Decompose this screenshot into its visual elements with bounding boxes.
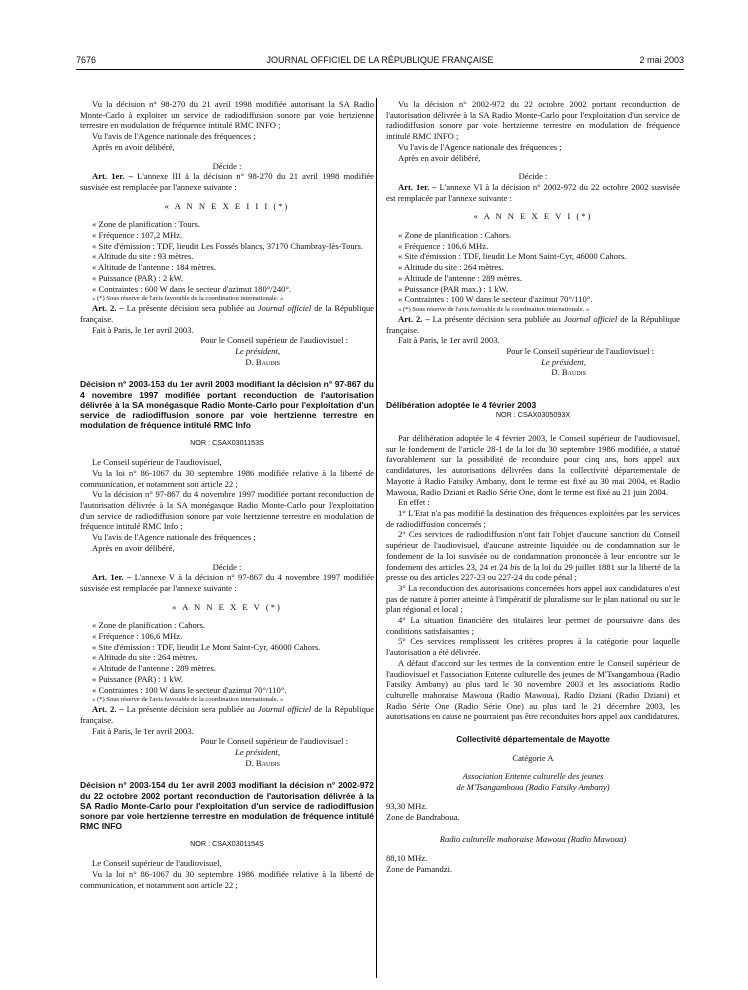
paragraph: Vu la loi n° 86-1067 du 30 septembre 1986 modifiée relative à la liberté de communication, et notamment son article 22 ;	[80, 868, 374, 890]
article-label: Art. 2. –	[92, 704, 124, 715]
annex-title: « A N N E X E I I I (*)	[164, 200, 290, 211]
annex-item: « Altitude du site : 264 mètres.	[398, 262, 504, 273]
decision-title: Décision n° 2003-154 du 1er avril 2003 modifiant la décision n° 2002-972 du 22 octobre 2002 portant reconduction de l'autorisation délivrée à la SA Radio Monte-Carlo pour l'exploitation d'un service de radiodiffusion sonore par voie hertzienne terrestre en modulation de fréquence intitulé RMC INFO	[80, 780, 374, 832]
article-label: Art. 1er. –	[398, 181, 437, 192]
annex-item: « Contraintes : 100 W dans le secteur d'azimut 70°/110°.	[398, 294, 593, 305]
article-text: de la République française.	[80, 704, 374, 725]
paragraph: Vu la décision n° 2002-972 du 22 octobre 2002 portant reconduction de l'autorisation délivrée à la SA Radio Monte-Carlo pour l'exploitation d'un service de radiodiffusion sonore par voie hertzienne terrestre en modulation de fréquence intitulé RMC INFO ;	[386, 99, 680, 142]
annex-item: « Puissance (PAR) : 1 kW.	[92, 673, 184, 684]
annex-title: « A N N E X E V I (*)	[473, 211, 593, 222]
annex-item: « Contraintes : 600 W dans le secteur d'azimut 180°/240°.	[92, 283, 292, 294]
left-column	[80, 99, 374, 890]
signatory-line: Pour le Conseil supérieur de l'audiovisuel :	[506, 346, 654, 357]
paragraph: Après en avoir délibéré,	[398, 152, 481, 163]
decision-title: Décision n° 2003-153 du 1er avril 2003 modifiant la décision n° 97-867 du 4 novembre 1997 modifiée portant reconduction de l'autorisation délivrée à la SA monégasque Radio Monte-Carlo pour l'exploitation d'un service de radiodiffusion sonore par voie hertzienne terrestre en modulation de fréquence intitulé RMC Info	[80, 379, 374, 431]
paragraph: En effet :	[398, 497, 430, 508]
annex-item: « Zone de planification : Tours.	[92, 219, 201, 230]
paragraph: Vu la décision n° 98-270 du 21 avril 1998 modifiée autorisant la SA Radio Monte-Carlo à exploiter un service de radiodiffusion sonore par voie hertzienne terrestre en modulation de fréquence intitulé RMC INFO ;	[80, 99, 374, 131]
signatory-title: Le président,	[235, 346, 280, 357]
article-label: Art. 2. –	[92, 303, 124, 314]
annex-item: « Site d'émission : TDF, lieudit Le Mont Saint-Cyr, 46000 Cahors.	[398, 251, 627, 262]
paragraph: A défaut d'accord sur les termes de la convention entre le Conseil supérieur de l'audiovisuel et l'association Entente culturelle des jeunes de M'Tsangamboua (Radio Fatsiky Ambany) au plus tard le 30 novembre 2003 et les associations Radio culturelle mahoraise Mawoua (Radio Mawoua), Radio Dziani (Radio Dziani) et Radio Série One (Radio Série One) au plus tard le 21 décembre 2003, les autorisations en cause ne pourraient pas être reconduites hors appel aux candidatures.	[386, 657, 680, 722]
signatory-title: Le président,	[235, 747, 280, 758]
paragraph: Vu la décision n° 97-867 du 4 novembre 1997 modifiée portant reconduction de l'autorisation délivrée à la SA monégasque Radio Monte-Carlo pour l'exploitation d'un service de radiodiffusion sonore par voie hertzienne terrestre en modulation de fréquence intitulé RMC Info ;	[80, 489, 374, 532]
paragraph: Le Conseil supérieur de l'audiovisuel,	[92, 457, 222, 468]
decision-block-2003-153	[80, 379, 374, 768]
paragraph: Après en avoir délibéré,	[92, 542, 175, 553]
page-header	[76, 55, 684, 70]
page-number: 7676	[76, 55, 97, 65]
annex-note: « (*) Sous réserve de l'avis favorable de la coordination internationale. »	[92, 295, 284, 303]
paragraph: Vu l'avis de l'Agence nationale des fréquences ;	[398, 141, 562, 152]
paragraph: Par délibération adoptée le 4 février 2003, le Conseil supérieur de l'audiovisuel, sur le fondement de l'article 28-1 de la loi du 30 septembre 1986 modifiée, a statué favorablement sur la possibilité de reconduire pour cinq ans, hors appel aux candidatures, les autorisations délivrées dans la collectivité départementale de Mayotte à Radio Fatsiky Ambany, dont le terme est fixé au 30 mai 2004, et Radio Mawoua, Radio Dziani et Radio Série One, dont le terme est fixé au 21 juin 2004.	[386, 433, 680, 497]
mayotte-block	[386, 734, 680, 874]
signatory-name: D. Baudis	[551, 367, 586, 378]
annex-list	[386, 230, 680, 305]
article-text: L'annexe V à la décision n° 97-867 du 4 novembre 1997 modifiée susvisée est remplacée par l'annexe suivante :	[80, 572, 374, 593]
right-column	[386, 99, 680, 874]
article-2	[386, 314, 680, 335]
annex-item: « Altitude du site : 93 mètres.	[92, 251, 194, 262]
annex-item: « Contraintes : 100 W dans le secteur d'azimut 70°/110°.	[92, 684, 287, 695]
criterion-5: 5° Ces services remplissent les critères propres à la catégorie pour laquelle l'autorisation a été délivrée.	[386, 636, 680, 658]
annex-item: « Fréquence : 107,2 MHz.	[92, 230, 183, 241]
decision-block-rmc-tours	[80, 99, 374, 367]
nor-reference: NOR : CSAX0301154S	[190, 839, 264, 849]
association-name: Association Entente culturelle des jeunes	[462, 771, 604, 782]
article-text: La présente décision sera publiée au	[126, 704, 255, 715]
criterion-4: 4° La situation financière des titulaires leur permet de poursuivre dans des conditions satisfaisantes ;	[386, 615, 680, 636]
article-1	[80, 572, 374, 593]
annex-list	[80, 219, 374, 294]
decide-heading: Décide :	[518, 171, 548, 182]
annex-item: « Zone de planification : Cahors.	[92, 620, 206, 631]
criterion-1: 1° L'Etat n'a pas modifié la destination des fréquences exploitées par les services de radiodiffusion concernés ;	[386, 508, 680, 529]
association-name: de M'Tsangamboua (Radio Fatsiky Ambany)	[456, 782, 610, 793]
journal-reference: Journal officiel	[257, 303, 312, 314]
annex-note: « (*) Sous réserve de l'avis favorable de la coordination internationale. »	[92, 696, 284, 704]
journal-title: JOURNAL OFFICIEL DE LA RÉPUBLIQUE FRANÇAISE	[266, 55, 494, 65]
annex-item: « Altitude de l'antenne : 289 mètres.	[398, 272, 522, 283]
article-2	[80, 704, 374, 725]
article-text: La présente décision sera publiée au	[432, 313, 561, 324]
annex-item: « Fréquence : 106,6 MHz.	[398, 240, 489, 251]
decide-heading: Décide :	[212, 561, 242, 572]
paragraph: Vu l'avis de l'Agence nationale des fréquences ;	[92, 532, 256, 543]
deliberation-block	[386, 400, 680, 722]
annex-item: « Site d'émission : TDF, lieudit Les Fossés blancs, 37170 Chambray-lès-Tours.	[92, 240, 364, 251]
annex-item: « Puissance (PAR) : 2 kW.	[92, 272, 184, 283]
place-date: Fait à Paris, le 1er avril 2003.	[398, 335, 500, 346]
place-date: Fait à Paris, le 1er avril 2003.	[92, 725, 194, 736]
article-text: L'annexe VI à la décision n° 2002-972 du 22 octobre 2002 susvisée est remplacée par l'annexe suivante :	[386, 181, 680, 203]
signatory-name: D. Baudis	[245, 757, 280, 768]
place-date: Fait à Paris, le 1er avril 2003.	[92, 324, 194, 335]
nor-reference: NOR : CSAX0301153S	[190, 438, 264, 448]
article-text: de la République française.	[386, 313, 680, 335]
signatory-line: Pour le Conseil supérieur de l'audiovisuel :	[200, 335, 348, 346]
article-1	[80, 171, 374, 192]
annex-item: « Zone de planification : Cahors.	[398, 230, 512, 241]
article-label: Art. 1er. –	[92, 171, 133, 182]
journal-reference: Journal officiel	[257, 704, 312, 715]
deliberation-title: Délibération adoptée le 4 février 2003	[386, 400, 537, 411]
article-text: L'annexe III à la décision n° 98-270 du 21 avril 1998 modifiée susvisée est remplacée par l'annexe suivante :	[80, 171, 374, 192]
article-label: Art. 1er. –	[92, 572, 132, 583]
article-1	[386, 182, 680, 203]
column-divider	[376, 98, 377, 978]
journal-reference: Journal officiel	[563, 313, 618, 324]
paragraph: Après en avoir délibéré,	[92, 141, 175, 152]
frequency: 93,30 MHz.	[386, 800, 428, 811]
annex-item: « Puissance (PAR max.) : 1 kW.	[398, 283, 509, 294]
paragraph: Le Conseil supérieur de l'audiovisuel,	[92, 858, 222, 869]
decision-block-rmc-cahors	[386, 99, 680, 378]
article-text: de la République française.	[80, 303, 374, 324]
annex-note: « (*) Sous réserve de l'avis favorable de la coordination internationale. »	[398, 305, 590, 313]
annex-item: « Altitude de l'antenne : 184 mètres.	[92, 262, 216, 273]
signatory-name: D. Baudis	[245, 356, 280, 367]
criterion-2: 2° Ces services de radiodiffusion n'ont fait l'objet d'aucune sanction du Conseil supérieur de l'audiovisuel, d'aucune astreinte liquidée ou de condamnation sur le fondement de la loi susvisée ou de condamnation prononcée à leur encontre sur le fondement des articles 23, 24 et 24 bis de la loi du 29 juillet 1881 sur la liberté de la presse ou des articles 227-23 ou 227-24 du code pénal ;	[386, 529, 680, 583]
decision-block-2003-154	[80, 780, 374, 890]
article-2	[80, 303, 374, 324]
zone: Zone de Pamandzi.	[386, 863, 453, 874]
annex-title: « A N N E X E V (*)	[172, 601, 282, 612]
section-heading: Collectivité départementale de Mayotte	[456, 734, 610, 745]
annex-item: « Site d'émission : TDF, lieudit Le Mont Saint-Cyr, 46000 Cahors.	[92, 641, 321, 652]
signatory-line: Pour le Conseil supérieur de l'audiovisuel :	[200, 736, 348, 747]
annex-item: « Altitude du site : 264 mètres.	[92, 652, 198, 663]
association-name: Radio culturelle mahoraise Mawoua (Radio Mawoua)	[439, 834, 627, 845]
annex-item: « Altitude de l'antenne : 289 mètres.	[92, 663, 216, 674]
paragraph: Vu la loi n° 86-1067 du 30 septembre 1986 modifiée relative à la liberté de communication, et notamment son article 22 ;	[80, 467, 374, 489]
signatory-title: Le président,	[541, 356, 586, 367]
issue-date: 2 mai 2003	[639, 55, 684, 65]
criterion-3: 3° La reconduction des autorisations concernées hors appel aux candidatures n'est pas de nature à porter atteinte à l'impératif de pluralisme sur le plan national ou sur le plan régional et local ;	[386, 582, 680, 615]
category-heading: Catégorie A	[512, 752, 554, 763]
nor-reference: NOR : CSAX0305093X	[495, 410, 571, 420]
paragraph: Vu l'avis de l'Agence nationale des fréquences ;	[92, 131, 256, 142]
article-text: La présente décision sera publiée au	[126, 303, 255, 314]
annex-item: « Fréquence : 106,6 MHz.	[92, 631, 183, 642]
zone: Zone de Bandraboua.	[386, 811, 460, 822]
decide-heading: Décide :	[212, 160, 242, 171]
frequency: 88,10 MHz.	[386, 852, 428, 863]
article-label: Art. 2. –	[398, 313, 430, 324]
annex-list	[80, 620, 374, 695]
